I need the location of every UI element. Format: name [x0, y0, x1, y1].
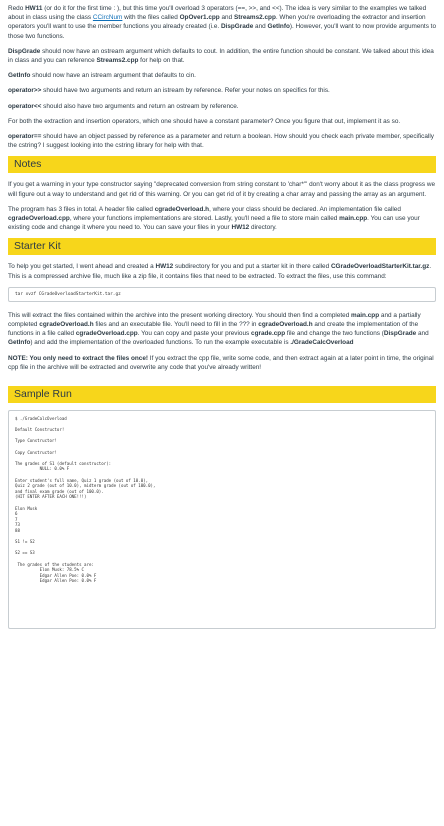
starter-text-3: . This is a compressed archive file, much like a zip file, it contains files that need to be extracted. To extract the files, use this command: [8, 263, 432, 280]
ccircnum-link[interactable]: CCircNum [92, 14, 123, 22]
extract-text-5: . You can copy and paste your previous [137, 330, 252, 338]
main-filename: main.cpp [339, 215, 368, 223]
dispgrade-text-1: should now have an ostream argument which defaults to cout. In addition, the entire function should be constant. We talked about this idea in class and you can reference [8, 47, 434, 65]
constant-parameter-paragraph: For both the extraction and insertion operators, which one should have a constant parameter? Once you figure that out, implement it as so. [8, 117, 401, 125]
dispgrade-paragraph [8, 47, 436, 65]
dispgrade-text-2: for help on that. [138, 57, 185, 65]
extraction-operator-paragraph [8, 86, 436, 95]
notes-heading: Notes [8, 156, 436, 173]
implementation-filename: cgradeOverload.cpp [8, 215, 70, 223]
starter-kit-paragraph [8, 262, 436, 280]
getinfo-text: should now have an istream argument that defaults to cin. [30, 72, 196, 80]
intro-text-7: ). However, you'll want to now provide arguments to those two functions. [8, 23, 437, 40]
note-warning: NOTE: You only need to extract the files once! [8, 354, 149, 362]
note-text: If you extract the cpp file, write some code, and then extract again at a later point in time, the original cpp file in the archive will be extracted and overwrite any code that you've already written! [8, 354, 434, 371]
warning-note-paragraph: If you get a warning in your type constructor saying "deprecated conversion from string constant to 'char*'" don't worry about it as the class progress we will figure out a way to understand and get rid of this warning. Or you can get rid of it by creating a char array and passing the array as an argument. [8, 181, 435, 198]
cgradeoverload-h-term: cgradeOverload.h [39, 321, 94, 329]
extract-text-2: and a partially completed [8, 311, 421, 329]
dispgrade-label: DispGrade [8, 47, 41, 55]
files-text-3: , where your functions implementations are stored. Lastly, you'll need a file to store main called [69, 215, 340, 223]
files-paragraph [8, 205, 436, 233]
hw12-subdirectory: HW12 [155, 263, 174, 271]
dispgrade-term-2: DispGrade [383, 330, 417, 338]
hw12-directory: HW12 [231, 224, 250, 232]
extract-text-7: and [416, 330, 429, 338]
extract-text-1: This will extract the files contained within the archive into the present working directory. You should then find a completed [8, 311, 352, 319]
starter-kit-heading: Starter Kit [8, 238, 436, 255]
sample-run-heading: Sample Run [8, 386, 436, 403]
extract-command-box[interactable]: tar xvzf CGradeOverloadStarterKit.tar.gz [8, 287, 436, 302]
insertion-operator-label: operator<< [8, 102, 42, 110]
files-text-4: . You can use your existing code and change it where you need to. You can save your files in your [8, 215, 420, 232]
extraction-operator-text: should have two arguments and return an istream by reference. Refer your notes on specifics for this. [41, 87, 330, 95]
cgradeoverload-h-term-2: cgradeOverload.h [258, 321, 313, 329]
extract-text-4: and create the implementation of the functions in a file called [8, 321, 419, 338]
hw11-term: HW11 [25, 5, 43, 12]
executable-name: ./GradeCalcOverload [290, 339, 354, 347]
streams2-filename: Streams2.cpp [233, 14, 276, 22]
sample-run-output: $ ./GradeCalcOverload Default Constructor! Type Constructor! Copy Constructor! The grades of S1 (default constructor): NULL: 0.0% F Enter student's full name, Quiz 1 grade (out of 10.0), Quiz 2 grade (out of 10.0), midterm grade (out of 100.0), and final exam grade (out of 100.0). (HIT ENTER AFTER EACH ONE!!!) Elon Musk 6 7 73 88 S1 != S2 S2 == S3 The grades of the students are: Elon Musk: 78.5% C Edgar Allen Poe: 0.0% F Edgar Allen Poe: 0.0% F [8, 410, 436, 629]
opover1-filename: OpOver1.cpp [179, 14, 220, 22]
intro-text-1: Redo [8, 5, 26, 12]
extract-result-paragraph [8, 311, 436, 348]
cgrade-cpp-term: cgrade.cpp [251, 330, 286, 338]
equality-operator-paragraph [8, 132, 436, 150]
starter-text-2: subdirectory for you and put a starter kit in there called [173, 263, 331, 271]
getinfo-paragraph [8, 71, 436, 80]
equality-operator-text: should have an object passed by reference as a parameter and return a boolean. How should you check each private member, specifically the cstring? I suggest looking into the cstring library for help with that. [8, 133, 434, 150]
note-paragraph [8, 354, 436, 372]
streams2-ref: Streams2.cpp [96, 57, 139, 65]
starter-kit-archive: CGradeOverloadStarterKit.tar.gz [330, 263, 430, 271]
cgradeoverload-cpp-term: cgradeOverload.cpp [75, 330, 138, 338]
files-text-1: The program has 3 files in total. A header file called [8, 205, 155, 213]
dispgrade-term: DispGrade [220, 23, 254, 31]
files-text-5: directory. [249, 224, 277, 232]
starter-text-1: To help you get started, I went ahead and created a [8, 263, 156, 271]
intro-paragraph [8, 4, 436, 41]
insertion-operator-paragraph [8, 102, 436, 111]
header-filename: cgradeOverload.h [154, 205, 210, 213]
extract-text-3: files and an executable file. You'll need to fill in the ??? in [93, 321, 259, 329]
intro-text-3: with the files called [122, 14, 180, 22]
main-cpp-term: main.cpp [351, 311, 380, 319]
extraction-operator-label: operator>> [8, 87, 42, 95]
files-text-2: , where your class should be declared. An implementation file called [209, 205, 401, 213]
intro-text-5: . When you're overloading the extractor and insertion operators you'll want to use the member functions you already created (i.e. [8, 14, 426, 31]
intro-text-4: and [219, 14, 234, 22]
insertion-operator-text: should also have two arguments and return an ostream by reference. [41, 102, 239, 110]
getinfo-term-2: GetInfo [8, 339, 31, 347]
equality-operator-label: operator== [8, 133, 42, 141]
assignment-page [8, 0, 436, 629]
extract-text-6: file and change the two functions ( [285, 330, 384, 338]
getinfo-term: GetInfo [267, 23, 290, 31]
intro-text-2: (or do it for the first time : ), but this time you'll overload 3 operators (==, >>, and <<). The idea is very similar to the examples we talked about in class using the class [8, 5, 427, 22]
intro-text-6: and [253, 23, 268, 31]
getinfo-label: GetInfo [8, 72, 31, 80]
extract-text-8: ) and add the implementation of the overloaded functions. To run the example executable is [30, 339, 291, 347]
